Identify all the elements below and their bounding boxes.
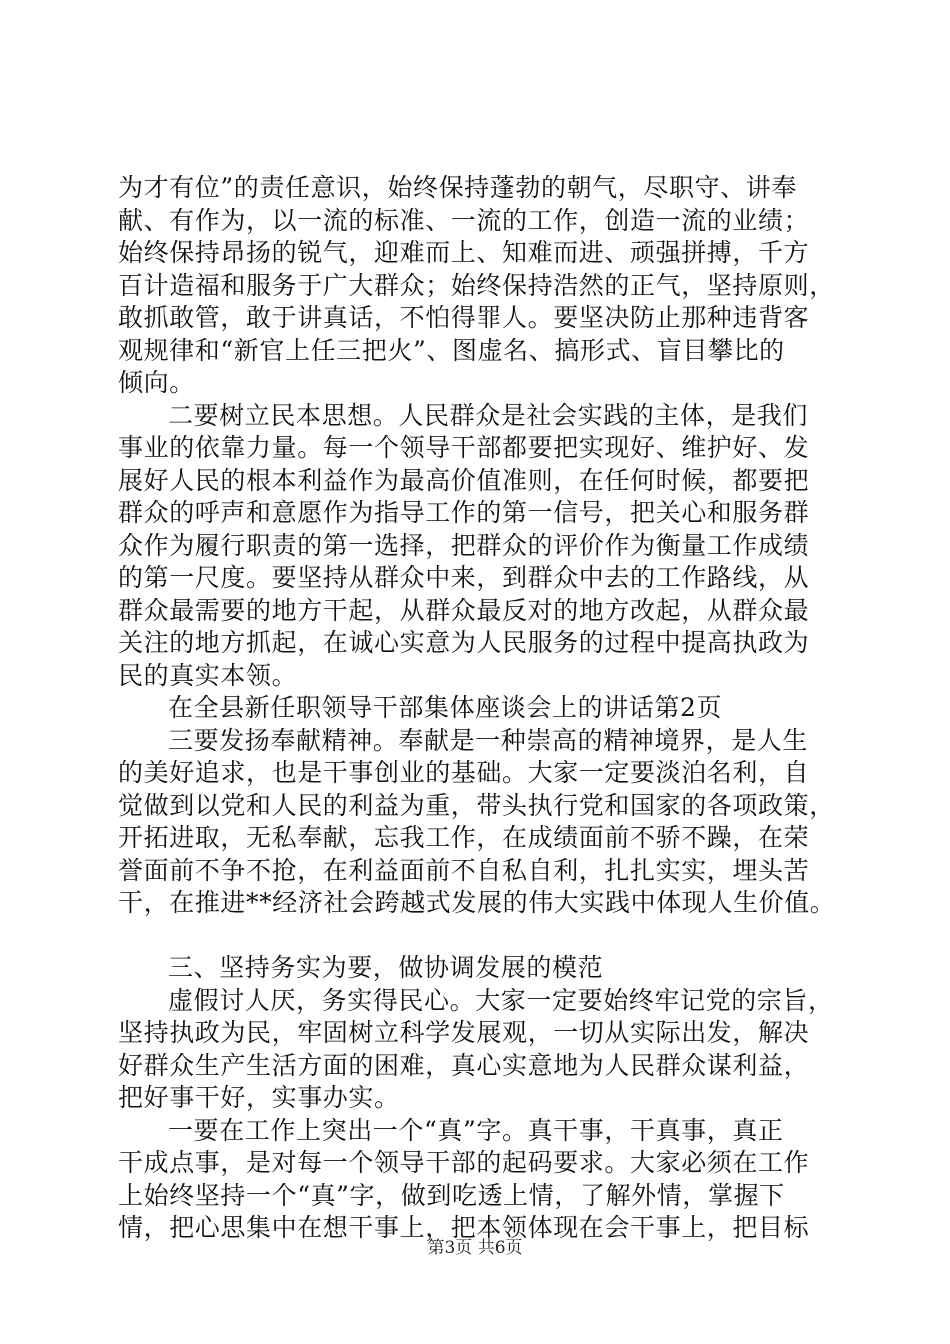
section-heading: 三、坚持务实为要，做协调发展的模范 bbox=[168, 953, 604, 982]
text-line: 干成点事，是对每一个领导干部的起码要求。大家必须在工作 bbox=[118, 1148, 810, 1177]
paragraph-start-line: 一要在工作上突出一个“真”字。真干事，干真事，真正 bbox=[168, 1115, 784, 1145]
text-line: 誉面前不争不抢，在利益面前不自私自利，扎扎实实，埋头苦 bbox=[118, 855, 810, 885]
text-line: 群众最需要的地方干起，从群众最反对的地方改起，从群众最 bbox=[118, 595, 810, 625]
text-line: 上始终坚持一个“真”字，做到吃透上情，了解外情，掌握下 bbox=[118, 1180, 785, 1210]
text-line: 献、有作为，以一流的标准、一流的工作，创造一流的业绩； bbox=[118, 205, 810, 235]
text-line: 倾向。 bbox=[118, 368, 195, 397]
text-line: 把好事干好，实事办实。 bbox=[118, 1083, 400, 1112]
text-line: 展好人民的根本利益作为最高价值准则，在任何时候，都要把 bbox=[118, 465, 810, 495]
text-line: 始终保持昂扬的锐气，迎难而上、知难而进、顽强拼搏，千方 bbox=[118, 238, 810, 267]
paragraph-start-line: 三要发扬奉献精神。奉献是一种崇高的精神境界，是人生 bbox=[168, 725, 809, 755]
text-line: 的美好追求，也是干事创业的基础。大家一定要淡泊名利，自 bbox=[118, 758, 810, 787]
text-line: 干，在推进**经济社会跨越式发展的伟大实践中体现人生价值。 bbox=[118, 888, 836, 917]
paragraph-start-line: 虚假讨人厌，务实得民心。大家一定要始终牢记党的宗旨， bbox=[168, 985, 834, 1015]
body-text bbox=[118, 172, 836, 1245]
text-line: 群众的呼声和意愿作为指导工作的第一信号，把关心和服务群 bbox=[118, 498, 810, 527]
text-line: 觉做到以党和人民的利益为重，带头执行党和国家的各项政策， bbox=[118, 790, 835, 820]
text-line: 百计造福和服务于广大群众；始终保持浩然的正气，坚持原则， bbox=[118, 270, 835, 300]
text-line: 坚持执政为民，牢固树立科学发展观，一切从实际出发，解决 bbox=[118, 1018, 810, 1047]
text-line: 关注的地方抓起，在诚心实意为人民服务的过程中提高执政为 bbox=[118, 628, 810, 657]
text-line: 开拓进取，无私奉献，忘我工作，在成绩面前不骄不躁，在荣 bbox=[118, 823, 810, 852]
text-line: 民的真实本领。 bbox=[118, 660, 298, 690]
text-line: 敢抓敢管，敢于讲真话，不怕得罪人。要坚决防止那种违背客 bbox=[118, 303, 810, 332]
text-line: 为才有位”的责任意识，始终保持蓬勃的朝气，尽职守、讲奉 bbox=[118, 173, 797, 202]
text-line: 众作为履行职责的第一选择，把群众的评价作为衡量工作成绩 bbox=[118, 530, 810, 560]
page-reference-line: 在全县新任职领导干部集体座谈会上的讲话第2页 bbox=[168, 693, 723, 722]
text-line: 好群众生产生活方面的困难，真心实意地为人民群众谋利益， bbox=[118, 1050, 810, 1080]
text-line: 的第一尺度。要坚持从群众中来，到群众中去的工作路线，从 bbox=[118, 563, 810, 592]
text-line: 观规律和“新官上任三把火”、图虚名、搞形式、盲目攀比的 bbox=[118, 335, 785, 365]
page-number-footer: 第3页 共6页 bbox=[427, 1238, 523, 1258]
text-line: 事业的依靠力量。每一个领导干部都要把实现好、维护好、发 bbox=[118, 433, 810, 462]
paragraph-start-line: 二要树立民本思想。人民群众是社会实践的主体，是我们 bbox=[168, 400, 809, 430]
blank-line bbox=[118, 920, 836, 953]
text-line: 情，把心思集中在想干事上，把本领体现在会干事上，把目标 bbox=[118, 1213, 810, 1242]
